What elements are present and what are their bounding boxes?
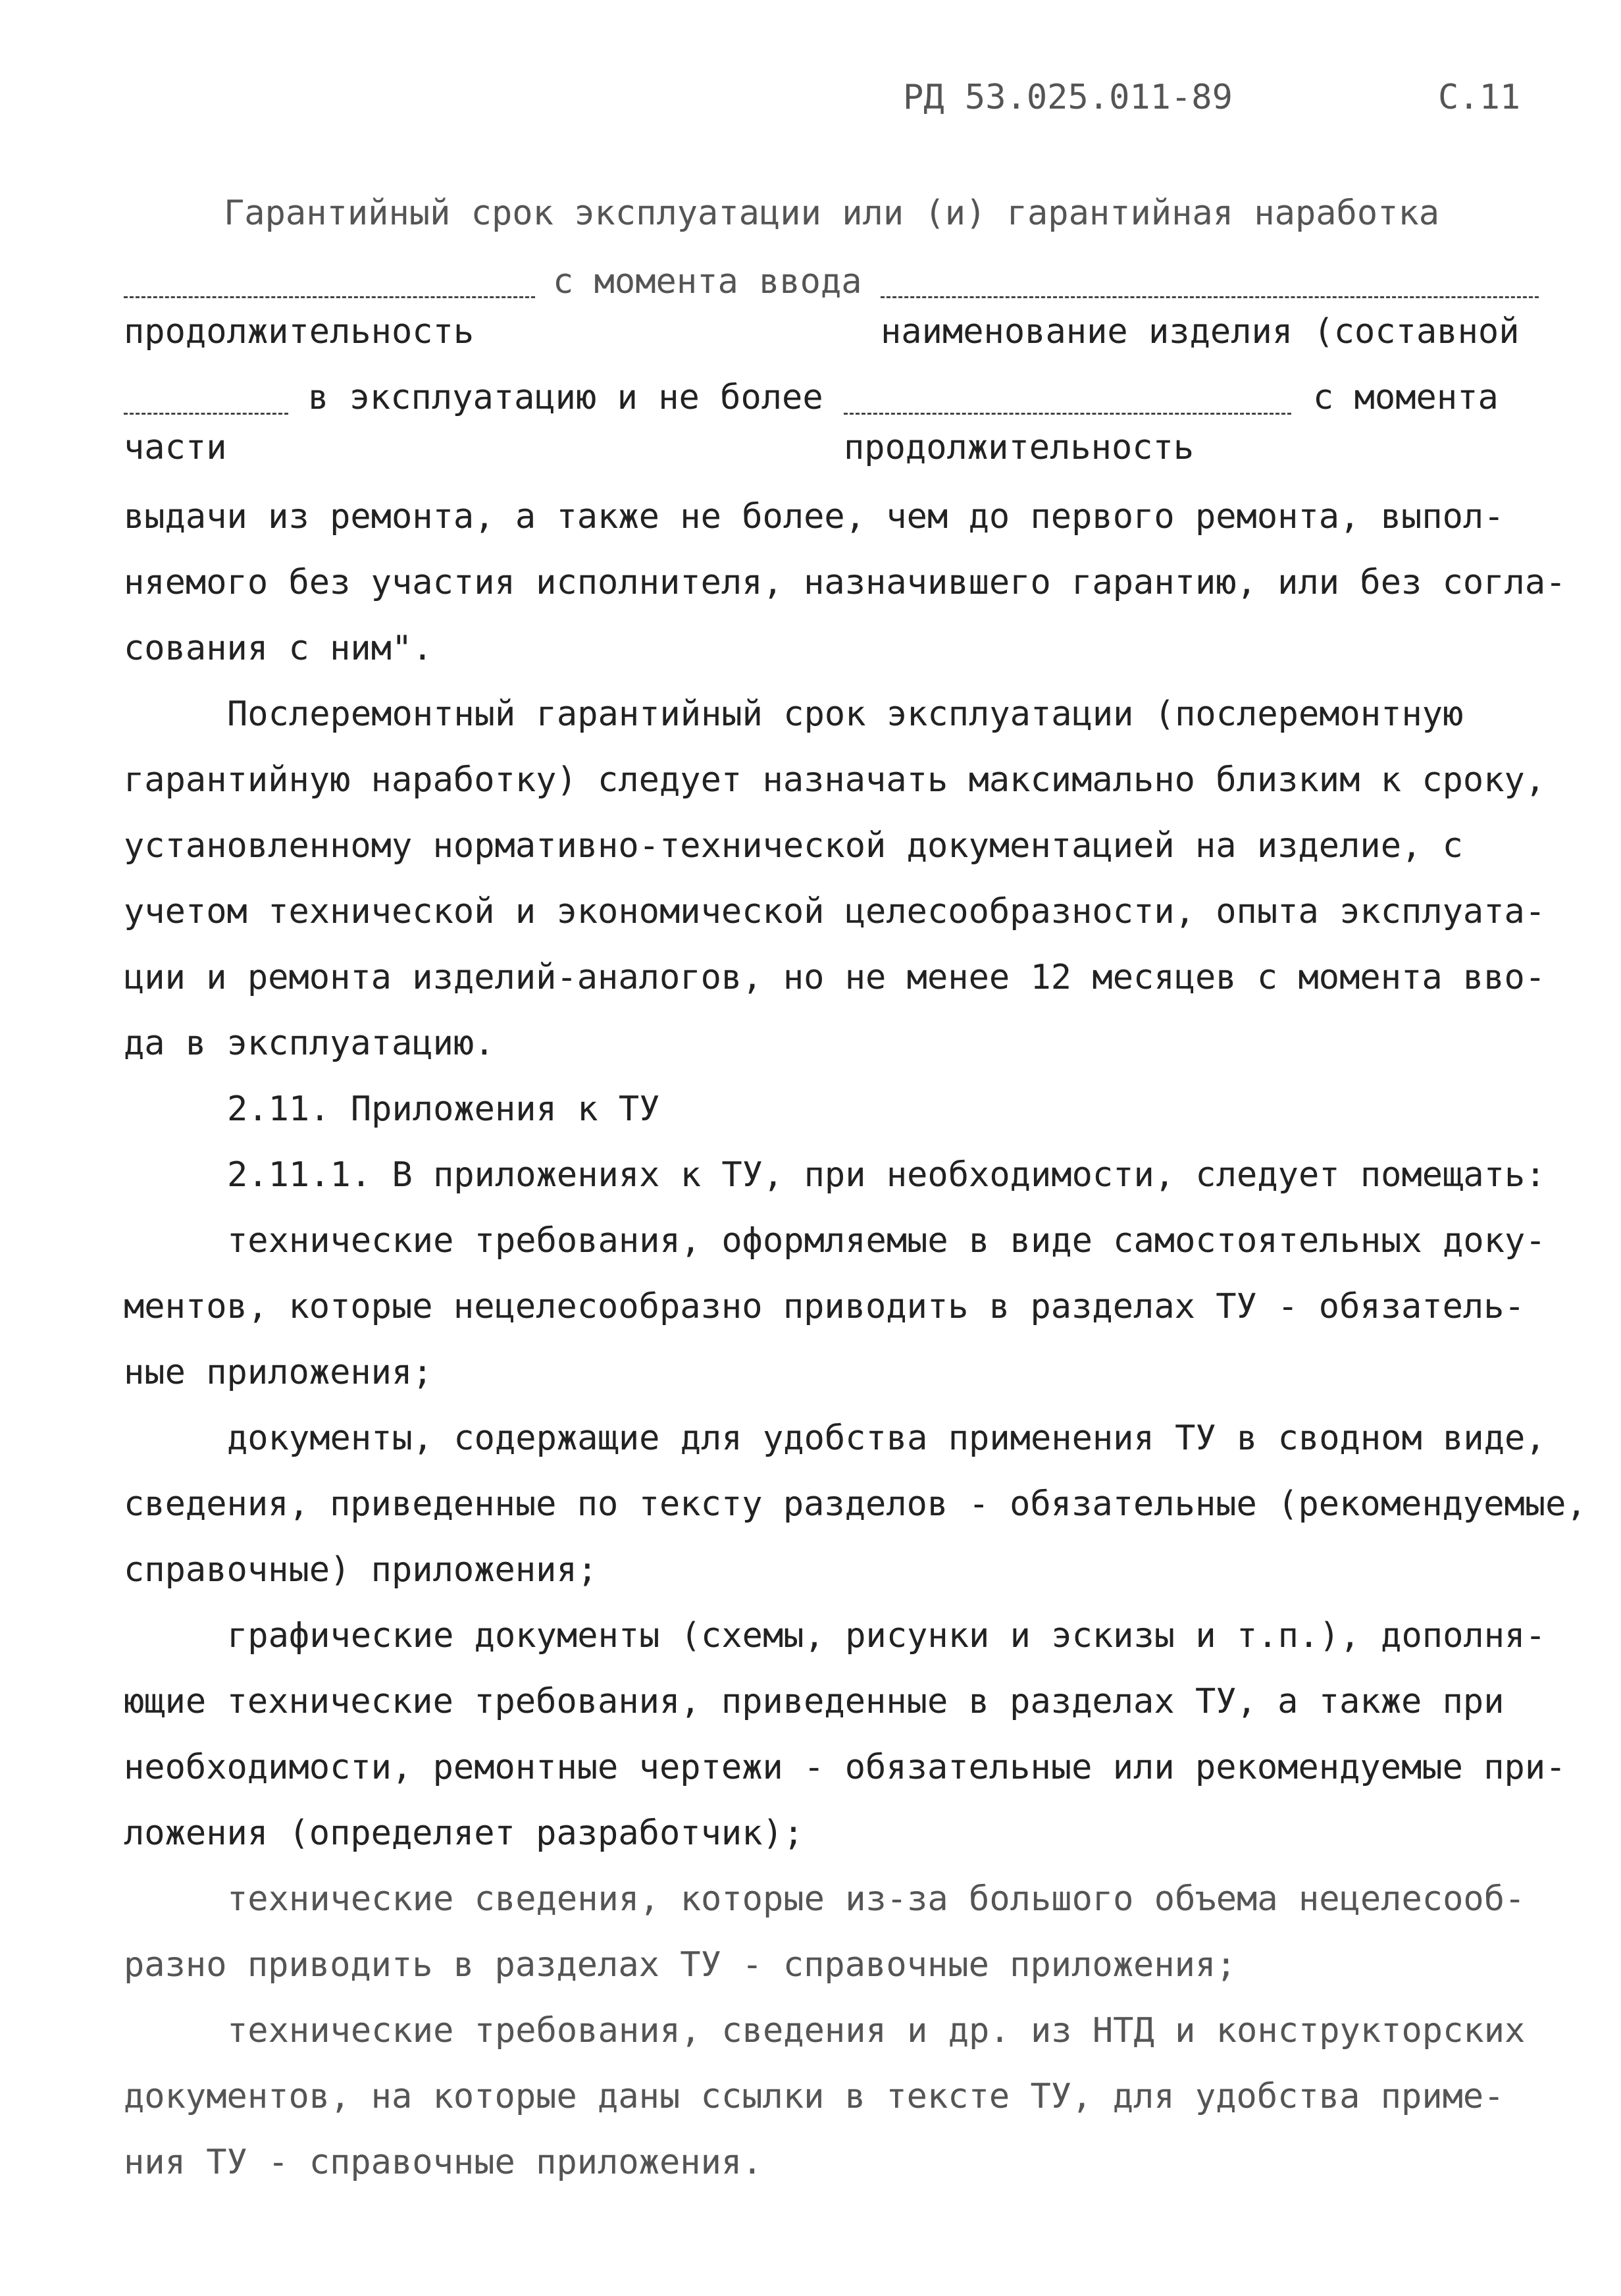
text-line: технические требования, сведения и др. из НТД и конструкторских xyxy=(227,2011,1526,2050)
text-line: выдачи из ремонта, а также не более, чем до первого ремонта, выпол- xyxy=(124,497,1505,536)
form-line-1: Гарантийный срок эксплуатации или (и) гарантийная наработка xyxy=(224,194,1440,233)
page-number: С.11 xyxy=(1438,78,1521,117)
text-line: графические документы (схемы, рисунки и эскизы и т.п.), дополня- xyxy=(227,1616,1546,1656)
text-line: ции и ремонта изделий-аналогов, но не менее 12 месяцев с момента вво- xyxy=(124,958,1546,997)
blank-duration-2 xyxy=(844,413,1291,415)
text-line: да в эксплуатацию. xyxy=(124,1024,495,1063)
label-product-name: наименование изделия (составной xyxy=(881,312,1520,352)
blank-part xyxy=(124,413,288,415)
blank-duration-1 xyxy=(124,296,535,298)
text-line: ния ТУ - справочные приложения. xyxy=(124,2143,763,2182)
text-line: ные приложения; xyxy=(124,1353,433,1392)
text-line: ложения (определяет разработчик); xyxy=(124,1813,804,1853)
text-line: 2.11.1. В приложениях к ТУ, при необходимости, следует помещать: xyxy=(227,1155,1546,1195)
text-line: гарантийную наработку) следует назначать максимально близким к сроку, xyxy=(124,760,1546,800)
text-line: сведения, приведенные по тексту разделов - обязательные (рекомендуемые, xyxy=(124,1484,1587,1524)
label-part: части xyxy=(124,428,227,467)
form-line-4-right: с момента xyxy=(1313,378,1499,417)
text-line: справочные) приложения; xyxy=(124,1550,598,1590)
form-line-2-text: с момента ввода xyxy=(553,262,862,301)
section-heading: 2.11. Приложения к ТУ xyxy=(227,1089,660,1129)
text-line: ющие технические требования, приведенные в разделах ТУ, а также при xyxy=(124,1682,1505,1721)
text-line: установленному нормативно-технической документацией на изделие, с xyxy=(124,826,1463,866)
form-line-4-text: в эксплуатацию и не более xyxy=(308,378,823,417)
text-line: Послеремонтный гарантийный срок эксплуатации (послеремонтную xyxy=(227,694,1464,734)
label-duration-2: продолжительность xyxy=(844,428,1195,467)
text-line: ментов, которые нецелесообразно приводить в разделах ТУ - обязатель- xyxy=(124,1287,1525,1326)
text-line: документы, содержащие для удобства применения ТУ в сводном виде, xyxy=(227,1419,1546,1458)
document-code: РД 53.025.011-89 xyxy=(903,78,1233,117)
text-line: сования с ним". xyxy=(124,629,433,668)
blank-product-name xyxy=(881,296,1539,298)
text-line: технические требования, оформляемые в виде самостоятельных доку- xyxy=(227,1221,1546,1261)
text-line: разно приводить в разделах ТУ - справочные приложения; xyxy=(124,1945,1237,1985)
text-line: документов, на которые даны ссылки в тексте ТУ, для удобства приме- xyxy=(124,2077,1505,2116)
text-line: няемого без участия исполнителя, назначившего гарантию, или без согла- xyxy=(124,563,1566,602)
text-line: технические сведения, которые из-за большого объема нецелесооб- xyxy=(227,1879,1526,1919)
text-line: необходимости, ремонтные чертежи - обязательные или рекомендуемые при- xyxy=(124,1748,1566,1787)
label-duration-1: продолжительность xyxy=(124,312,475,352)
text-line: учетом технической и экономической целесообразности, опыта эксплуата- xyxy=(124,892,1546,931)
